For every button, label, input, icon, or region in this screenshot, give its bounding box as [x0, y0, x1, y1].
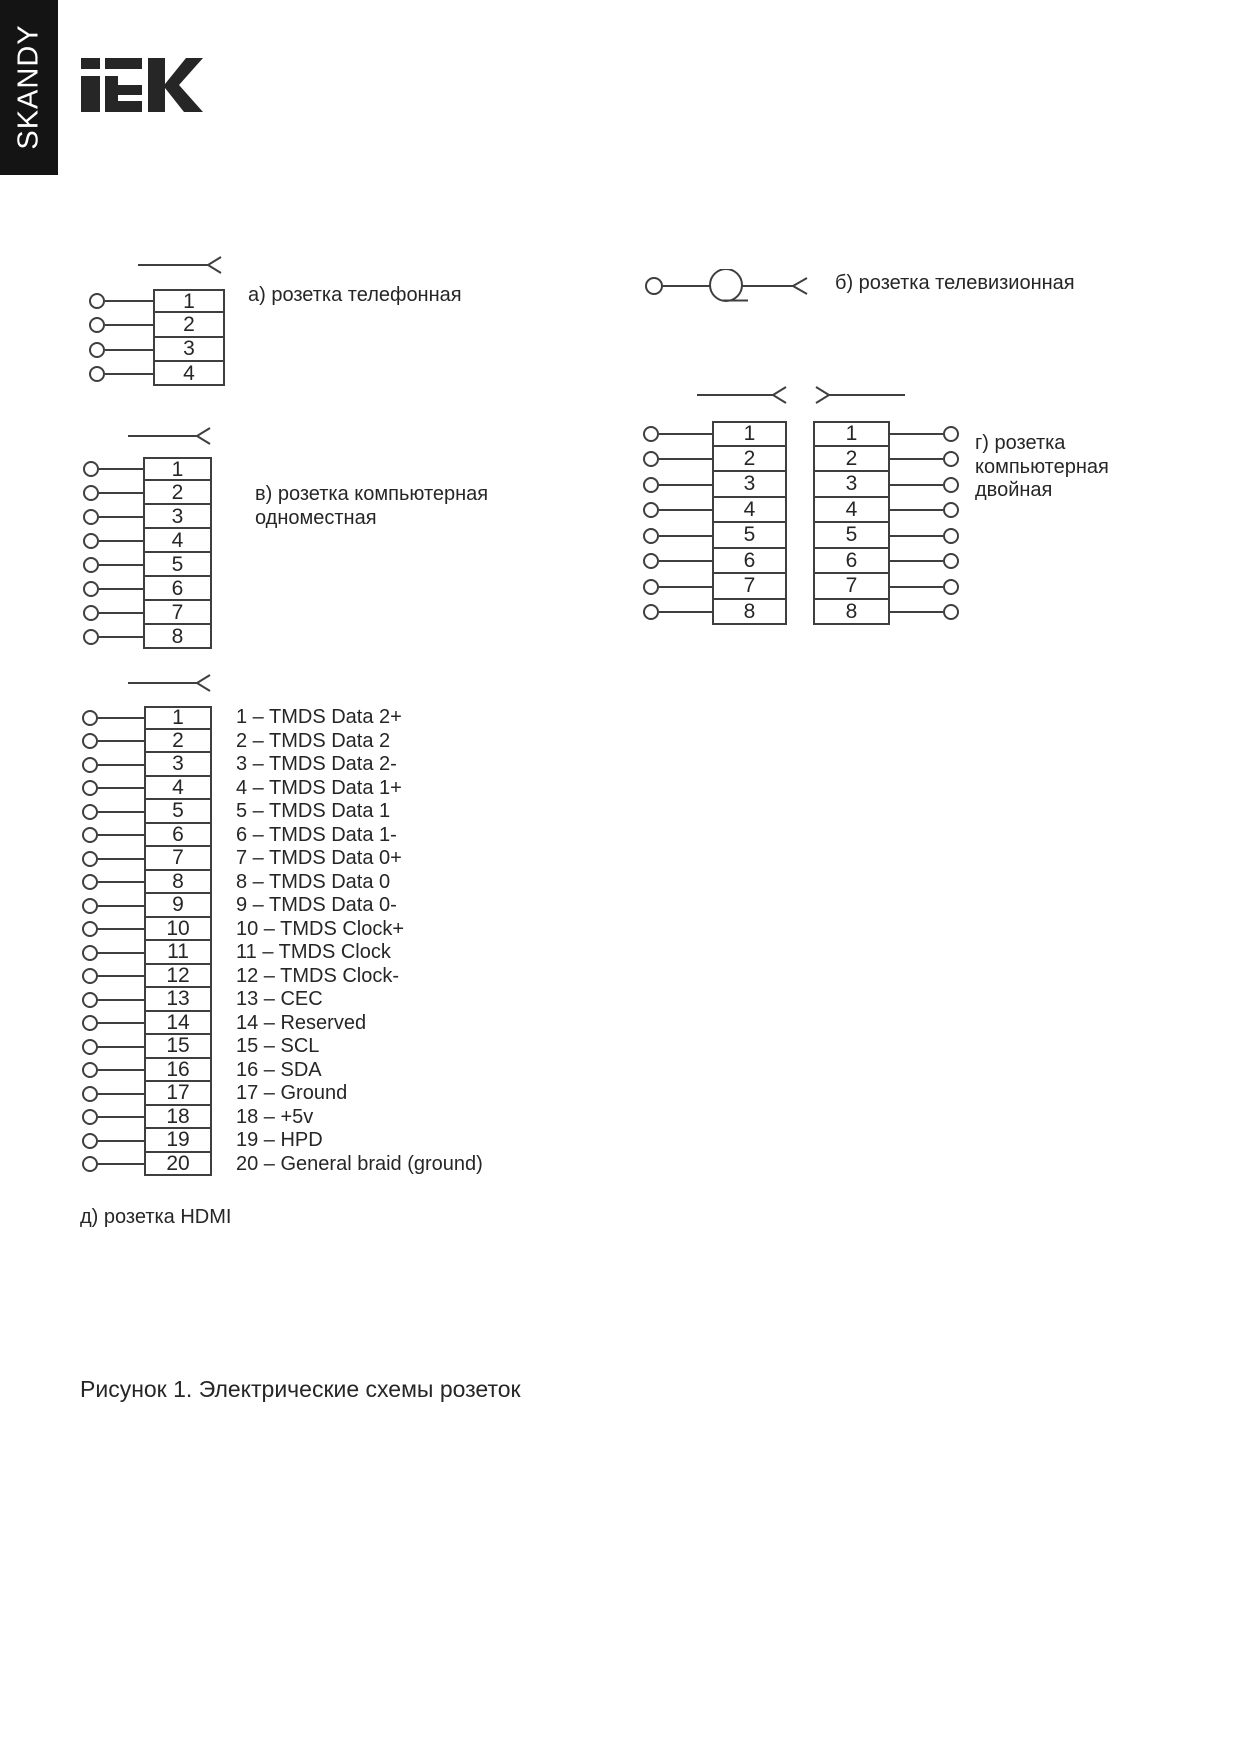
pin-number-cell [144, 1129, 212, 1153]
terminal-circle-icon [82, 1156, 98, 1172]
pin-number: 18 [166, 1104, 190, 1128]
terminal-wire [98, 1022, 144, 1024]
pin-row [643, 421, 787, 447]
pin-number-cell [144, 965, 212, 989]
terminal-circle-icon [943, 579, 959, 595]
pin-row [83, 601, 212, 625]
terminal-circle-icon [82, 710, 98, 726]
hdmi-pin-function: 19 – HPD [236, 1129, 323, 1151]
terminal-wire [659, 458, 712, 460]
terminal-circle-icon [82, 1039, 98, 1055]
terminal-circle-icon [83, 581, 99, 597]
skandy-side-banner [0, 0, 58, 175]
pin-row [82, 1059, 212, 1083]
terminal-wire [98, 1140, 144, 1142]
pin-number: 12 [166, 963, 190, 987]
pin-number-cell [144, 824, 212, 848]
terminal-circle-icon [82, 1086, 98, 1102]
pin-row [82, 894, 212, 918]
pin-number: 5 [845, 523, 858, 547]
pin-number-cell [144, 706, 212, 730]
terminal-circle-icon [82, 874, 98, 890]
terminal-wire [659, 586, 712, 588]
pin-number-cell [144, 941, 212, 965]
terminal-wire [99, 516, 143, 518]
terminal-wire [98, 787, 144, 789]
terminal-wire [99, 636, 143, 638]
connector-male-arrow-icon [814, 386, 909, 404]
pin-number-cell [813, 498, 890, 524]
pin-row [83, 529, 212, 553]
pin-number-cell [144, 988, 212, 1012]
pin-number-cell [712, 574, 787, 600]
pin-row [82, 847, 212, 871]
terminal-circle-icon [82, 827, 98, 843]
pin-row [643, 600, 787, 626]
hdmi-pin-block [82, 706, 212, 1176]
terminal-circle-icon [82, 968, 98, 984]
terminal-wire [890, 586, 943, 588]
pin-number: 16 [166, 1057, 190, 1081]
terminal-wire [99, 564, 143, 566]
pin-row [89, 338, 225, 362]
pin-number-cell [143, 457, 212, 481]
connector-female-arrow-icon [136, 256, 226, 274]
pin-number: 7 [743, 574, 756, 598]
pin-number: 5 [172, 799, 184, 823]
pin-number: 6 [172, 822, 184, 846]
terminal-circle-icon [82, 898, 98, 914]
terminal-circle-icon [643, 553, 659, 569]
terminal-wire [105, 300, 153, 302]
terminal-wire [98, 1093, 144, 1095]
hdmi-pin-function: 15 – SCL [236, 1035, 320, 1057]
hdmi-pin-function: 10 – TMDS Clock+ [236, 917, 405, 940]
pin-number: 1 [845, 422, 858, 446]
pin-number-cell [153, 313, 225, 337]
pin-number: 8 [171, 624, 184, 648]
terminal-circle-icon [83, 557, 99, 573]
terminal-wire [890, 433, 943, 435]
pin-number: 3 [171, 504, 184, 528]
terminal-circle-icon [643, 528, 659, 544]
pin-row [82, 1106, 212, 1130]
pin-row [82, 777, 212, 801]
pin-number: 1 [171, 457, 184, 481]
pin-number-cell [144, 800, 212, 824]
terminal-circle-icon [89, 317, 105, 333]
pin-row [83, 481, 212, 505]
pin-number: 1 [172, 706, 184, 730]
pin-number: 5 [743, 523, 756, 547]
terminal-circle-icon [82, 733, 98, 749]
pin-row [82, 730, 212, 754]
pin-number-cell [813, 523, 890, 549]
terminal-wire [659, 509, 712, 511]
terminal-circle-icon [943, 604, 959, 620]
pin-row [82, 753, 212, 777]
pin-number: 11 [167, 940, 189, 964]
diagram-d-label: д) розетка HDMI [80, 1206, 232, 1228]
pin-number-cell [712, 523, 787, 549]
pin-row [82, 1012, 212, 1036]
terminal-circle-icon [943, 502, 959, 518]
pin-number: 2 [172, 728, 184, 752]
terminal-circle-icon [643, 502, 659, 518]
pin-number: 4 [172, 775, 184, 799]
terminal-wire [659, 433, 712, 435]
pin-number: 13 [166, 987, 190, 1011]
pin-row [813, 600, 959, 626]
hdmi-pin-function: 13 – CEC [236, 988, 323, 1010]
telephone-socket-pin-block [89, 289, 225, 386]
pin-number: 4 [183, 361, 195, 385]
terminal-circle-icon [83, 629, 99, 645]
terminal-wire [99, 612, 143, 614]
terminal-circle-icon [82, 1062, 98, 1078]
terminal-circle-icon [89, 366, 105, 382]
pin-row [82, 1153, 212, 1177]
pin-number: 15 [166, 1034, 190, 1058]
pin-number-cell [144, 918, 212, 942]
pin-row [83, 625, 212, 649]
terminal-wire [98, 1163, 144, 1165]
terminal-wire [890, 611, 943, 613]
terminal-circle-icon [82, 945, 98, 961]
pin-number-cell [813, 447, 890, 473]
pin-number-cell [143, 553, 212, 577]
pin-number: 7 [171, 600, 184, 624]
pin-number-cell [712, 447, 787, 473]
pin-number-cell [144, 847, 212, 871]
terminal-circle-icon [83, 461, 99, 477]
terminal-wire [890, 458, 943, 460]
pin-row [813, 472, 959, 498]
iek-logo-icon [81, 58, 203, 112]
pin-number-cell [712, 549, 787, 575]
pin-row [643, 574, 787, 600]
pin-number-cell [144, 1012, 212, 1036]
terminal-circle-icon [82, 1015, 98, 1031]
terminal-wire [99, 468, 143, 470]
terminal-wire [98, 999, 144, 1001]
terminal-circle-icon [643, 451, 659, 467]
pin-number-cell [143, 505, 212, 529]
hdmi-pin-function: 9 – TMDS Data 0- [236, 894, 397, 916]
hdmi-pin-function: 2 – TMDS Data 2 [236, 729, 391, 752]
terminal-wire [98, 1069, 144, 1071]
pin-number-cell [813, 549, 890, 575]
hdmi-pin-function: 11 – TMDS Clock [236, 941, 391, 963]
diagram-b-label: б) розетка телевизионная [835, 272, 1075, 294]
pin-row [813, 549, 959, 575]
pin-number-cell [144, 1059, 212, 1083]
pin-row [643, 549, 787, 575]
pin-number-cell [712, 421, 787, 447]
terminal-wire [659, 484, 712, 486]
pin-number: 3 [172, 752, 184, 776]
hdmi-pin-function: 20 – General braid (ground) [236, 1152, 483, 1175]
terminal-circle-icon [82, 780, 98, 796]
pin-number: 14 [166, 1010, 190, 1034]
hdmi-pin-function: 17 – Ground [236, 1082, 348, 1104]
pin-row [643, 472, 787, 498]
brand-name: SKANDY [12, 24, 45, 150]
pin-row [83, 457, 212, 481]
pin-number: 3 [183, 337, 195, 361]
pin-row [83, 577, 212, 601]
pin-number: 2 [183, 312, 195, 336]
pin-row [83, 553, 212, 577]
terminal-circle-icon [83, 605, 99, 621]
terminal-circle-icon [643, 604, 659, 620]
pin-number-cell [143, 529, 212, 553]
pin-row [643, 523, 787, 549]
terminal-circle-icon [83, 485, 99, 501]
pin-number-cell [144, 753, 212, 777]
pin-number: 1 [183, 289, 195, 313]
pin-number-cell [813, 421, 890, 447]
pin-number-cell [144, 894, 212, 918]
pin-number: 9 [172, 893, 184, 917]
pin-number-cell [144, 1035, 212, 1059]
pin-number: 2 [171, 480, 184, 504]
terminal-wire [98, 905, 144, 907]
diagram-g-label-line2: компьютерная [975, 455, 1109, 478]
terminal-circle-icon [943, 451, 959, 467]
pin-number: 8 [845, 599, 858, 623]
terminal-wire [105, 349, 153, 351]
terminal-circle-icon [82, 1109, 98, 1125]
terminal-wire [659, 535, 712, 537]
hdmi-pin-function-list [236, 706, 483, 1176]
connector-female-arrow-icon [695, 386, 790, 404]
terminal-circle-icon [89, 293, 105, 309]
terminal-wire [890, 535, 943, 537]
terminal-wire [98, 952, 144, 954]
terminal-wire [98, 717, 144, 719]
pin-number: 4 [171, 528, 184, 552]
pin-row [82, 918, 212, 942]
pin-row [82, 871, 212, 895]
diagram-g-label [975, 432, 1109, 503]
terminal-circle-icon [82, 851, 98, 867]
pin-number: 5 [171, 552, 184, 576]
pin-row [813, 574, 959, 600]
pin-row [82, 1129, 212, 1153]
hdmi-pin-function: 1 – TMDS Data 2+ [236, 706, 402, 728]
terminal-circle-icon [943, 426, 959, 442]
terminal-wire [99, 540, 143, 542]
pin-number: 8 [172, 869, 184, 893]
hdmi-pin-function: 16 – SDA [236, 1058, 322, 1081]
pin-number: 19 [166, 1128, 190, 1152]
terminal-wire [105, 373, 153, 375]
pin-number: 6 [743, 548, 756, 572]
terminal-wire [98, 811, 144, 813]
pin-number-cell [144, 871, 212, 895]
computer-double-left-pin-block [643, 421, 787, 625]
pin-number-cell [712, 600, 787, 626]
pin-row [82, 706, 212, 730]
pin-number: 17 [166, 1081, 190, 1105]
pin-row [813, 447, 959, 473]
pin-row [89, 289, 225, 313]
terminal-wire [98, 834, 144, 836]
pin-row [813, 523, 959, 549]
hdmi-pin-function: 14 – Reserved [236, 1011, 367, 1034]
pin-number: 2 [743, 446, 756, 470]
hdmi-pin-function: 7 – TMDS Data 0+ [236, 847, 402, 869]
pin-number: 6 [845, 548, 858, 572]
terminal-wire [98, 1116, 144, 1118]
pin-number-cell [143, 481, 212, 505]
pin-number: 3 [845, 472, 858, 496]
pin-number: 2 [845, 446, 858, 470]
terminal-wire [98, 881, 144, 883]
terminal-wire [105, 324, 153, 326]
pin-number: 1 [743, 422, 756, 446]
computer-double-right-pin-block [813, 421, 959, 625]
hdmi-pin-function: 5 – TMDS Data 1 [236, 800, 391, 822]
pin-row [82, 824, 212, 848]
terminal-wire [98, 975, 144, 977]
tv-coax-socket-symbol [645, 269, 815, 309]
pin-number-cell [143, 601, 212, 625]
pin-row [89, 362, 225, 386]
pin-row [83, 505, 212, 529]
terminal-circle-icon [83, 509, 99, 525]
diagram-v-label [255, 483, 488, 530]
terminal-circle-icon [943, 477, 959, 493]
pin-number-cell [144, 1082, 212, 1106]
terminal-circle-icon [82, 804, 98, 820]
pin-number-cell [153, 338, 225, 362]
terminal-circle-icon [82, 921, 98, 937]
hdmi-pin-function: 12 – TMDS Clock- [236, 964, 400, 987]
terminal-wire [99, 588, 143, 590]
hdmi-pin-function: 6 – TMDS Data 1- [236, 823, 397, 846]
pin-number-cell [712, 498, 787, 524]
computer-single-pin-block [83, 457, 212, 649]
pin-number-cell [153, 289, 225, 313]
pin-number: 10 [166, 916, 190, 940]
terminal-wire [890, 484, 943, 486]
connector-female-arrow-icon [126, 427, 216, 445]
terminal-wire [890, 560, 943, 562]
pin-number-cell [143, 625, 212, 649]
pin-row [82, 1035, 212, 1059]
pin-number-cell [143, 577, 212, 601]
terminal-circle-icon [82, 1133, 98, 1149]
pin-row [82, 988, 212, 1012]
pin-row [82, 800, 212, 824]
connector-female-arrow-icon [126, 674, 216, 692]
terminal-circle-icon [943, 528, 959, 544]
pin-number-cell [813, 600, 890, 626]
diagram-a-label: а) розетка телефонная [248, 284, 462, 306]
terminal-wire [98, 928, 144, 930]
pin-row [82, 941, 212, 965]
terminal-circle-icon [643, 477, 659, 493]
pin-number: 8 [743, 599, 756, 623]
terminal-circle-icon [83, 533, 99, 549]
diagram-v-label-line2: одноместная [255, 506, 377, 529]
diagram-g-label-line1: г) розетка [975, 432, 1066, 454]
terminal-circle-icon [943, 553, 959, 569]
pin-number: 3 [743, 472, 756, 496]
terminal-circle-icon [82, 757, 98, 773]
pin-number-cell [153, 362, 225, 386]
terminal-circle-icon [643, 579, 659, 595]
terminal-wire [98, 764, 144, 766]
pin-number: 7 [845, 574, 858, 598]
hdmi-pin-function: 3 – TMDS Data 2- [236, 753, 397, 775]
figure-caption: Рисунок 1. Электрические схемы розеток [80, 1376, 521, 1402]
terminal-wire [98, 740, 144, 742]
terminal-circle-icon [643, 426, 659, 442]
pin-number-cell [712, 472, 787, 498]
terminal-wire [99, 492, 143, 494]
pin-number-cell [813, 472, 890, 498]
terminal-wire [659, 611, 712, 613]
pin-number: 4 [845, 497, 858, 521]
pin-number: 4 [743, 497, 756, 521]
terminal-wire [98, 1046, 144, 1048]
terminal-circle-icon [82, 992, 98, 1008]
pin-row [813, 498, 959, 524]
pin-row [643, 498, 787, 524]
pin-number: 20 [166, 1151, 190, 1175]
terminal-wire [659, 560, 712, 562]
pin-number: 7 [172, 846, 184, 870]
pin-row [813, 421, 959, 447]
pin-row [82, 965, 212, 989]
terminal-wire [890, 509, 943, 511]
pin-number-cell [144, 777, 212, 801]
hdmi-pin-function: 8 – TMDS Data 0 [236, 870, 391, 893]
terminal-wire [98, 858, 144, 860]
diagram-g-label-line3: двойная [975, 479, 1053, 501]
pin-row [82, 1082, 212, 1106]
pin-row [643, 447, 787, 473]
pin-number-cell [813, 574, 890, 600]
pin-row [89, 313, 225, 337]
pin-number-cell [144, 730, 212, 754]
hdmi-pin-function: 4 – TMDS Data 1+ [236, 776, 402, 799]
pin-number-cell [144, 1106, 212, 1130]
diagram-v-label-line1: в) розетка компьютерная [255, 483, 489, 505]
pin-number-cell [144, 1153, 212, 1177]
terminal-circle-icon [89, 342, 105, 358]
pin-number: 6 [171, 576, 184, 600]
hdmi-pin-function: 18 – +5v [236, 1105, 314, 1128]
